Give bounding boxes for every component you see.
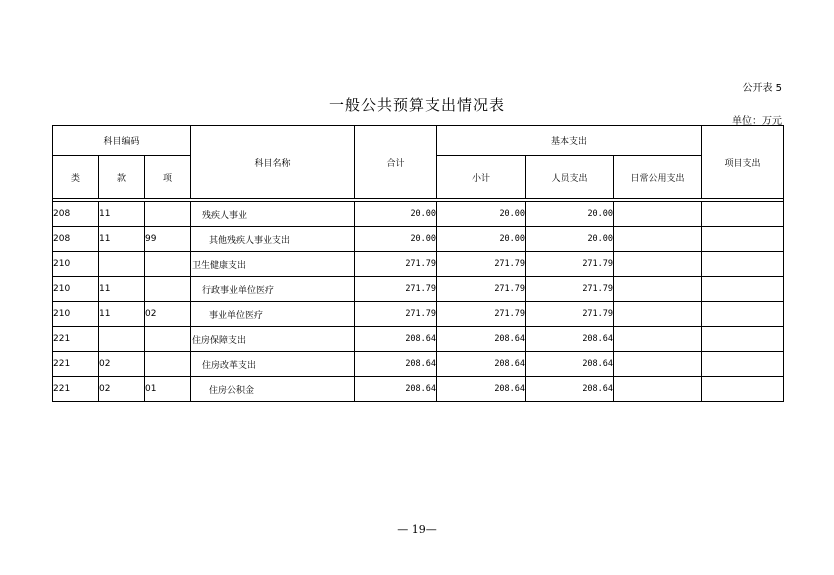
cell-xiang: 99 [145, 227, 191, 252]
cell-name: 住房保障支出 [191, 327, 355, 352]
cell-lei: 208 [53, 227, 99, 252]
cell-project [702, 327, 784, 352]
cell-daily [614, 377, 702, 402]
page-number: — 19— [397, 523, 437, 536]
cell-personnel: 208.64 [526, 377, 614, 402]
cell-subtotal: 208.64 [437, 327, 526, 352]
header-code-group: 科目编码 [53, 126, 191, 156]
cell-daily [614, 227, 702, 252]
cell-subtotal: 271.79 [437, 302, 526, 327]
cell-personnel: 271.79 [526, 277, 614, 302]
cell-total: 208.64 [355, 377, 437, 402]
cell-subtotal: 20.00 [437, 227, 526, 252]
cell-project [702, 227, 784, 252]
cell-name: 残疾人事业 [191, 202, 355, 227]
cell-total: 271.79 [355, 252, 437, 277]
cell-name: 住房改革支出 [191, 352, 355, 377]
header-basic-group: 基本支出 [437, 126, 702, 156]
cell-personnel: 208.64 [526, 352, 614, 377]
cell-name: 事业单位医疗 [191, 302, 355, 327]
header-personnel: 人员支出 [526, 156, 614, 199]
table-row [53, 277, 784, 302]
header-daily: 日常公用支出 [614, 156, 702, 199]
cell-daily [614, 202, 702, 227]
table-row [53, 302, 784, 327]
cell-xiang [145, 252, 191, 277]
table-row [53, 327, 784, 352]
cell-name: 卫生健康支出 [191, 252, 355, 277]
cell-name: 住房公积金 [191, 377, 355, 402]
cell-total: 20.00 [355, 227, 437, 252]
cell-name: 其他残疾人事业支出 [191, 227, 355, 252]
cell-project [702, 202, 784, 227]
table-row [53, 227, 784, 252]
header-xiang: 项 [145, 156, 191, 199]
header-subtotal: 小计 [437, 156, 526, 199]
table-row [53, 352, 784, 377]
cell-total: 20.00 [355, 202, 437, 227]
cell-daily [614, 252, 702, 277]
cell-total: 271.79 [355, 277, 437, 302]
cell-personnel: 208.64 [526, 327, 614, 352]
cell-total: 271.79 [355, 302, 437, 327]
cell-total: 208.64 [355, 327, 437, 352]
cell-lei: 210 [53, 252, 99, 277]
page-title: 一般公共预算支出情况表 [328, 96, 505, 114]
cell-personnel: 271.79 [526, 252, 614, 277]
cell-kuan [99, 252, 145, 277]
header-project: 项目支出 [702, 126, 784, 199]
cell-project [702, 302, 784, 327]
cell-project [702, 377, 784, 402]
header-total: 合计 [355, 126, 437, 199]
cell-lei: 221 [53, 327, 99, 352]
cell-personnel: 20.00 [526, 202, 614, 227]
cell-project [702, 252, 784, 277]
cell-xiang: 01 [145, 377, 191, 402]
cell-lei: 208 [53, 202, 99, 227]
cell-daily [614, 302, 702, 327]
cell-subtotal: 20.00 [437, 202, 526, 227]
cell-kuan: 11 [99, 277, 145, 302]
cell-kuan: 11 [99, 302, 145, 327]
table-row [53, 202, 784, 227]
cell-daily [614, 277, 702, 302]
cell-subtotal: 208.64 [437, 352, 526, 377]
cell-kuan: 11 [99, 202, 145, 227]
cell-daily [614, 327, 702, 352]
cell-kuan: 02 [99, 377, 145, 402]
cell-xiang [145, 277, 191, 302]
cell-kuan: 02 [99, 352, 145, 377]
cell-project [702, 352, 784, 377]
unit-label: 单位：万元 [732, 116, 782, 127]
cell-total: 208.64 [355, 352, 437, 377]
cell-lei: 210 [53, 302, 99, 327]
cell-xiang [145, 327, 191, 352]
cell-name: 行政事业单位医疗 [191, 277, 355, 302]
cell-xiang [145, 202, 191, 227]
cell-kuan [99, 327, 145, 352]
cell-lei: 210 [53, 277, 99, 302]
budget-table [52, 125, 784, 402]
cell-xiang: 02 [145, 302, 191, 327]
cell-personnel: 20.00 [526, 227, 614, 252]
cell-personnel: 271.79 [526, 302, 614, 327]
table-row [53, 252, 784, 277]
cell-subtotal: 271.79 [437, 277, 526, 302]
table-row [53, 377, 784, 402]
cell-daily [614, 352, 702, 377]
cell-subtotal: 208.64 [437, 377, 526, 402]
cell-project [702, 277, 784, 302]
cell-subtotal: 271.79 [437, 252, 526, 277]
cell-lei: 221 [53, 377, 99, 402]
header-kuan: 款 [99, 156, 145, 199]
cell-lei: 221 [53, 352, 99, 377]
cell-kuan: 11 [99, 227, 145, 252]
header-lei: 类 [53, 156, 99, 199]
table-number-label: 公开表 5 [742, 83, 782, 94]
header-name: 科目名称 [191, 126, 355, 199]
cell-xiang [145, 352, 191, 377]
